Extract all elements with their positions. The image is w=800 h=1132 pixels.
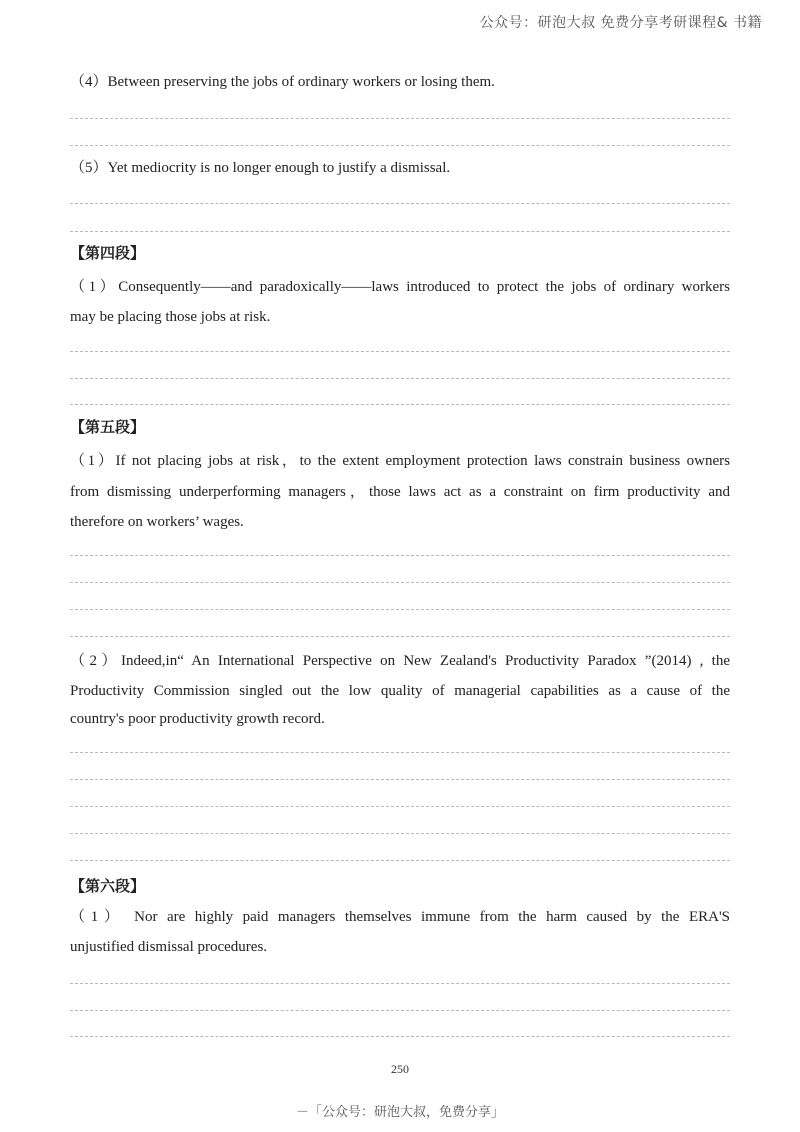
- answer-line: [70, 752, 730, 753]
- answer-line: [70, 203, 730, 204]
- section-title-4: 【第四段】: [70, 244, 146, 262]
- answer-line: [70, 833, 730, 834]
- answer-line: [70, 231, 730, 232]
- sentence-4: （4）Between preserving the jobs of ordinary workers or losing them.: [70, 74, 495, 90]
- answer-line: [70, 378, 730, 379]
- page-number: 250: [391, 1062, 409, 1076]
- s5-sentence-2-line-1: （2）Indeed,in“ An International Perspective on New Zealand's Productivity Paradox ”(2014) , the: [70, 653, 730, 669]
- answer-line: [70, 404, 730, 405]
- s4-sentence-1-line-1: （1）Consequently——and paradoxically——laws introduced to protect the jobs of ordinary workers: [70, 279, 730, 295]
- answer-line: [70, 983, 730, 984]
- s5-sentence-1-line-3: therefore on workers’ wages.: [70, 514, 244, 530]
- answer-line: [70, 145, 730, 146]
- header-watermark: 公众号：研泡大叔 免费分享考研课程& 书籍: [479, 15, 762, 31]
- answer-line: [70, 351, 730, 352]
- answer-line: [70, 806, 730, 807]
- s5-sentence-1-line-2: from dismissing underperforming managers，those laws act as a constraint on firm productivity and: [70, 484, 730, 500]
- s6-sentence-1-line-1: （1） Nor are highly paid managers themselves immune from the harm caused by the ERA'S: [70, 909, 730, 925]
- answer-line: [70, 1036, 730, 1037]
- s5-sentence-2-line-3: country's poor productivity growth record.: [70, 711, 325, 727]
- answer-line: [70, 779, 730, 780]
- answer-line: [70, 636, 730, 637]
- sentence-5: （5）Yet mediocrity is no longer enough to justify a dismissal.: [70, 160, 451, 176]
- answer-line: [70, 609, 730, 610]
- answer-line: [70, 1010, 730, 1011]
- answer-line: [70, 118, 730, 119]
- s5-sentence-1-line-1: （1）If not placing jobs at risk，to the extent employment protection laws constrain business owners: [70, 453, 730, 469]
- section-title-5: 【第五段】: [70, 418, 146, 436]
- answer-line: [70, 555, 730, 556]
- s6-sentence-1-line-2: unjustified dismissal procedures.: [70, 939, 268, 955]
- s4-sentence-1-line-2: may be placing those jobs at risk.: [70, 309, 271, 325]
- footer-watermark: －「公众号：研泡大叔，免费分享」: [295, 1105, 504, 1120]
- section-title-6: 【第六段】: [70, 877, 146, 895]
- s5-sentence-2-line-2: Productivity Commission singled out the low quality of managerial capabilities as a cause of the: [70, 683, 730, 699]
- answer-line: [70, 860, 730, 861]
- answer-line: [70, 582, 730, 583]
